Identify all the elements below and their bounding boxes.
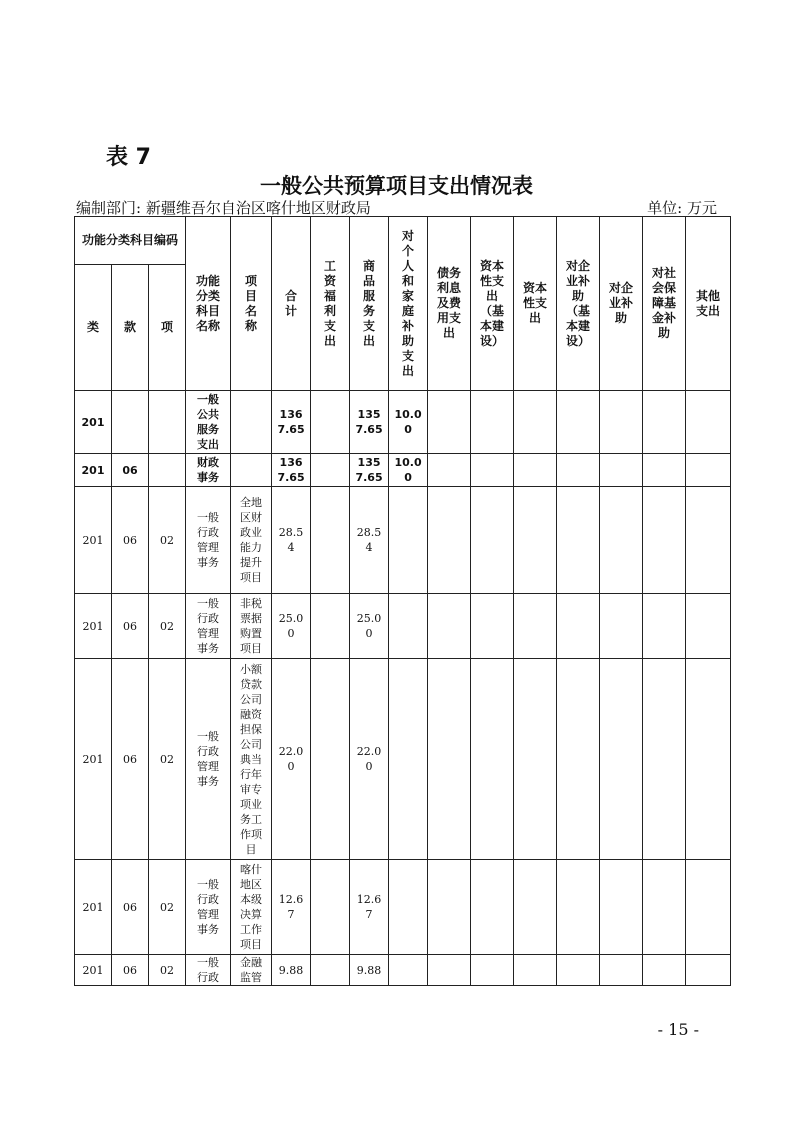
cell-goods: 28.54 bbox=[350, 487, 389, 594]
cell-wage bbox=[311, 860, 350, 955]
cell-xiang: 02 bbox=[149, 487, 186, 594]
cell-kuan bbox=[112, 391, 149, 454]
cell-wage bbox=[311, 391, 350, 454]
cell-xiang: 02 bbox=[149, 955, 186, 986]
cell-total: 1367.65 bbox=[272, 454, 311, 487]
cell-kuan: 06 bbox=[112, 487, 149, 594]
header-debt: 债务利息及费用支出 bbox=[428, 217, 471, 391]
cell-xiang bbox=[149, 391, 186, 454]
header-capital: 资本性支出 bbox=[514, 217, 557, 391]
cell-total: 12.67 bbox=[272, 860, 311, 955]
header-capital-basic: 资本性支出（基本建设） bbox=[471, 217, 514, 391]
cell-goods: 22.00 bbox=[350, 659, 389, 860]
cell-name: 一般行政管理事务 bbox=[186, 860, 231, 955]
table-row bbox=[75, 391, 731, 454]
cell-name: 一般行政管理事务 bbox=[186, 659, 231, 860]
cell-xiang: 02 bbox=[149, 659, 186, 860]
cell-total: 22.00 bbox=[272, 659, 311, 860]
cell-total: 9.88 bbox=[272, 955, 311, 986]
header-other: 其他支出 bbox=[686, 217, 731, 391]
header-wage: 工资福利支出 bbox=[311, 217, 350, 391]
header-kuan: 款 bbox=[112, 265, 149, 391]
cell-lei: 201 bbox=[75, 487, 112, 594]
cell-personal: 10.00 bbox=[389, 454, 428, 487]
cell-lei: 201 bbox=[75, 391, 112, 454]
header-goods: 商品服务支出 bbox=[350, 217, 389, 391]
table-row bbox=[75, 955, 731, 986]
cell-personal: 10.00 bbox=[389, 391, 428, 454]
cell-total: 25.00 bbox=[272, 594, 311, 659]
cell-kuan: 06 bbox=[112, 955, 149, 986]
header-code-group: 功能分类科目编码 bbox=[75, 217, 186, 265]
header-lei: 类 bbox=[75, 265, 112, 391]
cell-wage bbox=[311, 594, 350, 659]
department-line: 编制部门: 新疆维吾尔自治区喀什地区财政局 bbox=[76, 199, 371, 217]
expenditure-table bbox=[74, 216, 731, 986]
cell-lei: 201 bbox=[75, 594, 112, 659]
cell-name: 一般行政管理事务 bbox=[186, 487, 231, 594]
header-ent-basic: 对企业补助（基本建设） bbox=[557, 217, 600, 391]
table-row bbox=[75, 594, 731, 659]
cell-personal bbox=[389, 487, 428, 594]
cell-wage bbox=[311, 659, 350, 860]
page-title: 一般公共预算项目支出情况表 bbox=[260, 174, 533, 198]
header-social: 对社会保障基金补助 bbox=[643, 217, 686, 391]
cell-wage bbox=[311, 955, 350, 986]
cell-personal bbox=[389, 860, 428, 955]
cell-goods: 1357.65 bbox=[350, 454, 389, 487]
header-ent: 对企业补助 bbox=[600, 217, 643, 391]
header-proj-name: 项目名称 bbox=[231, 217, 272, 391]
table-row bbox=[75, 659, 731, 860]
cell-name: 财政事务 bbox=[186, 454, 231, 487]
cell-xiang: 02 bbox=[149, 860, 186, 955]
cell-xiang: 02 bbox=[149, 594, 186, 659]
cell-goods: 1357.65 bbox=[350, 391, 389, 454]
cell-project: 全地区财政业能力提升项目 bbox=[231, 487, 272, 594]
table-row bbox=[75, 860, 731, 955]
cell-name: 一般行政 bbox=[186, 955, 231, 986]
cell-name: 一般行政管理事务 bbox=[186, 594, 231, 659]
cell-project: 小额贷款公司融资担保公司典当行年审专项业务工作项目 bbox=[231, 659, 272, 860]
cell-wage bbox=[311, 487, 350, 594]
cell-lei: 201 bbox=[75, 659, 112, 860]
cell-project: 喀什地区本级决算工作项目 bbox=[231, 860, 272, 955]
cell-project bbox=[231, 454, 272, 487]
table-label: 表 7 bbox=[106, 145, 151, 170]
cell-kuan: 06 bbox=[112, 454, 149, 487]
unit-line: 单位: 万元 bbox=[647, 199, 717, 217]
header-xiang: 项 bbox=[149, 265, 186, 391]
cell-personal bbox=[389, 955, 428, 986]
page-number: - 15 - bbox=[657, 1020, 699, 1039]
cell-total: 28.54 bbox=[272, 487, 311, 594]
cell-xiang bbox=[149, 454, 186, 487]
cell-lei: 201 bbox=[75, 860, 112, 955]
cell-total: 1367.65 bbox=[272, 391, 311, 454]
cell-goods: 25.00 bbox=[350, 594, 389, 659]
cell-goods: 9.88 bbox=[350, 955, 389, 986]
cell-project: 金融监管 bbox=[231, 955, 272, 986]
cell-lei: 201 bbox=[75, 454, 112, 487]
cell-personal bbox=[389, 594, 428, 659]
cell-lei: 201 bbox=[75, 955, 112, 986]
cell-project: 非税票据购置项目 bbox=[231, 594, 272, 659]
cell-kuan: 06 bbox=[112, 659, 149, 860]
header-func-name: 功能分类科目名称 bbox=[186, 217, 231, 391]
table-row bbox=[75, 454, 731, 487]
table-row bbox=[75, 487, 731, 594]
cell-name: 一般公共服务支出 bbox=[186, 391, 231, 454]
cell-personal bbox=[389, 659, 428, 860]
cell-kuan: 06 bbox=[112, 860, 149, 955]
cell-kuan: 06 bbox=[112, 594, 149, 659]
cell-wage bbox=[311, 454, 350, 487]
header-personal: 对个人和家庭补助支出 bbox=[389, 217, 428, 391]
cell-project bbox=[231, 391, 272, 454]
cell-goods: 12.67 bbox=[350, 860, 389, 955]
header-total: 合计 bbox=[272, 217, 311, 391]
